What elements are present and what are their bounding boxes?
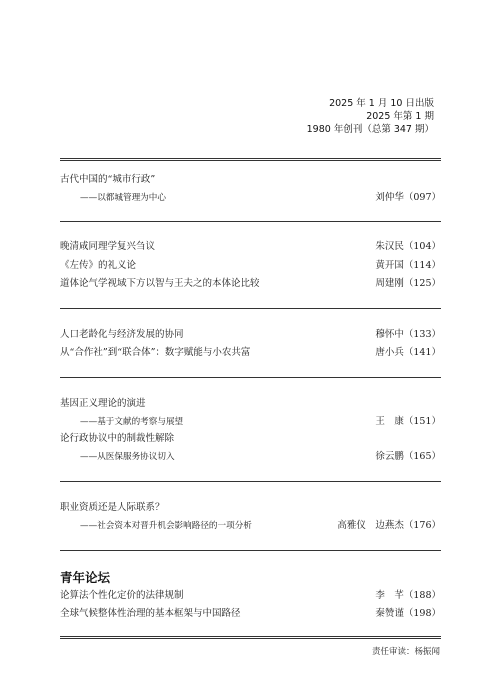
author-page: 李 芊（188） [375,590,441,601]
section-divider [60,221,441,222]
author-page: 秦赞谨（198） [375,608,441,619]
article-title: 全球气候整体性治理的基本框架与中国路径 [60,608,241,619]
article-subtitle: ——基于文献的考察与展望 [80,417,184,427]
article-title: 论行政协议中的制裁性解除 [60,433,175,444]
section-divider [60,481,441,482]
bottom-divider [60,636,441,639]
article-title: 人口老龄化与经济发展的协同 [60,329,184,340]
author-page: 朱汉民（104） [375,241,441,252]
article-subtitle: ——以都城管理为中心 [80,193,166,203]
article-title: 晚清咸同理学复兴刍议 [60,241,156,252]
article-subtitle: ——从医保服务协议切入 [80,452,175,462]
publication-date: 2025 年 1 月 10 日出版 [329,98,434,109]
section-heading: 青年论坛 [60,570,111,585]
article-subtitle: ——社会资本对晋升机会影响路径的一项分析 [80,521,252,531]
author-page: 高雅仪 边燕杰（176） [337,520,441,531]
article-title: 论算法个性化定价的法律规制 [60,590,184,601]
issue-number: 2025 年第 1 期 [366,111,434,122]
section-divider [60,550,441,551]
founding-info: 1980 年创刊（总第 347 期） [306,124,434,135]
article-title: 基因正义理论的演进 [60,398,146,409]
author-page: 唐小兵（141） [375,347,441,358]
article-title: 《左传》的礼义论 [60,260,137,271]
section-divider [60,308,441,309]
author-page: 刘仲华（097） [375,192,441,203]
author-page: 穆怀中（133） [375,329,441,340]
top-divider [60,158,441,161]
editor-credit: 责任审读：杨振闻 [371,647,440,657]
publication-info [307,97,434,136]
author-page: 徐云鹏（165） [375,451,441,462]
article-title: 道体论气学视域下方以智与王夫之的本体论比较 [60,278,260,289]
article-title: 古代中国的“城市行政” [60,174,156,185]
article-title: 职业资质还是人际联系？ [60,502,165,513]
author-page: 王 康（151） [375,416,441,427]
article-title: 从“合作社”到“联合体”：数字赋能与小农共富 [60,347,251,358]
section-divider [60,377,441,378]
author-page: 周建刚（125） [375,278,441,289]
author-page: 黄开国（114） [375,260,441,271]
